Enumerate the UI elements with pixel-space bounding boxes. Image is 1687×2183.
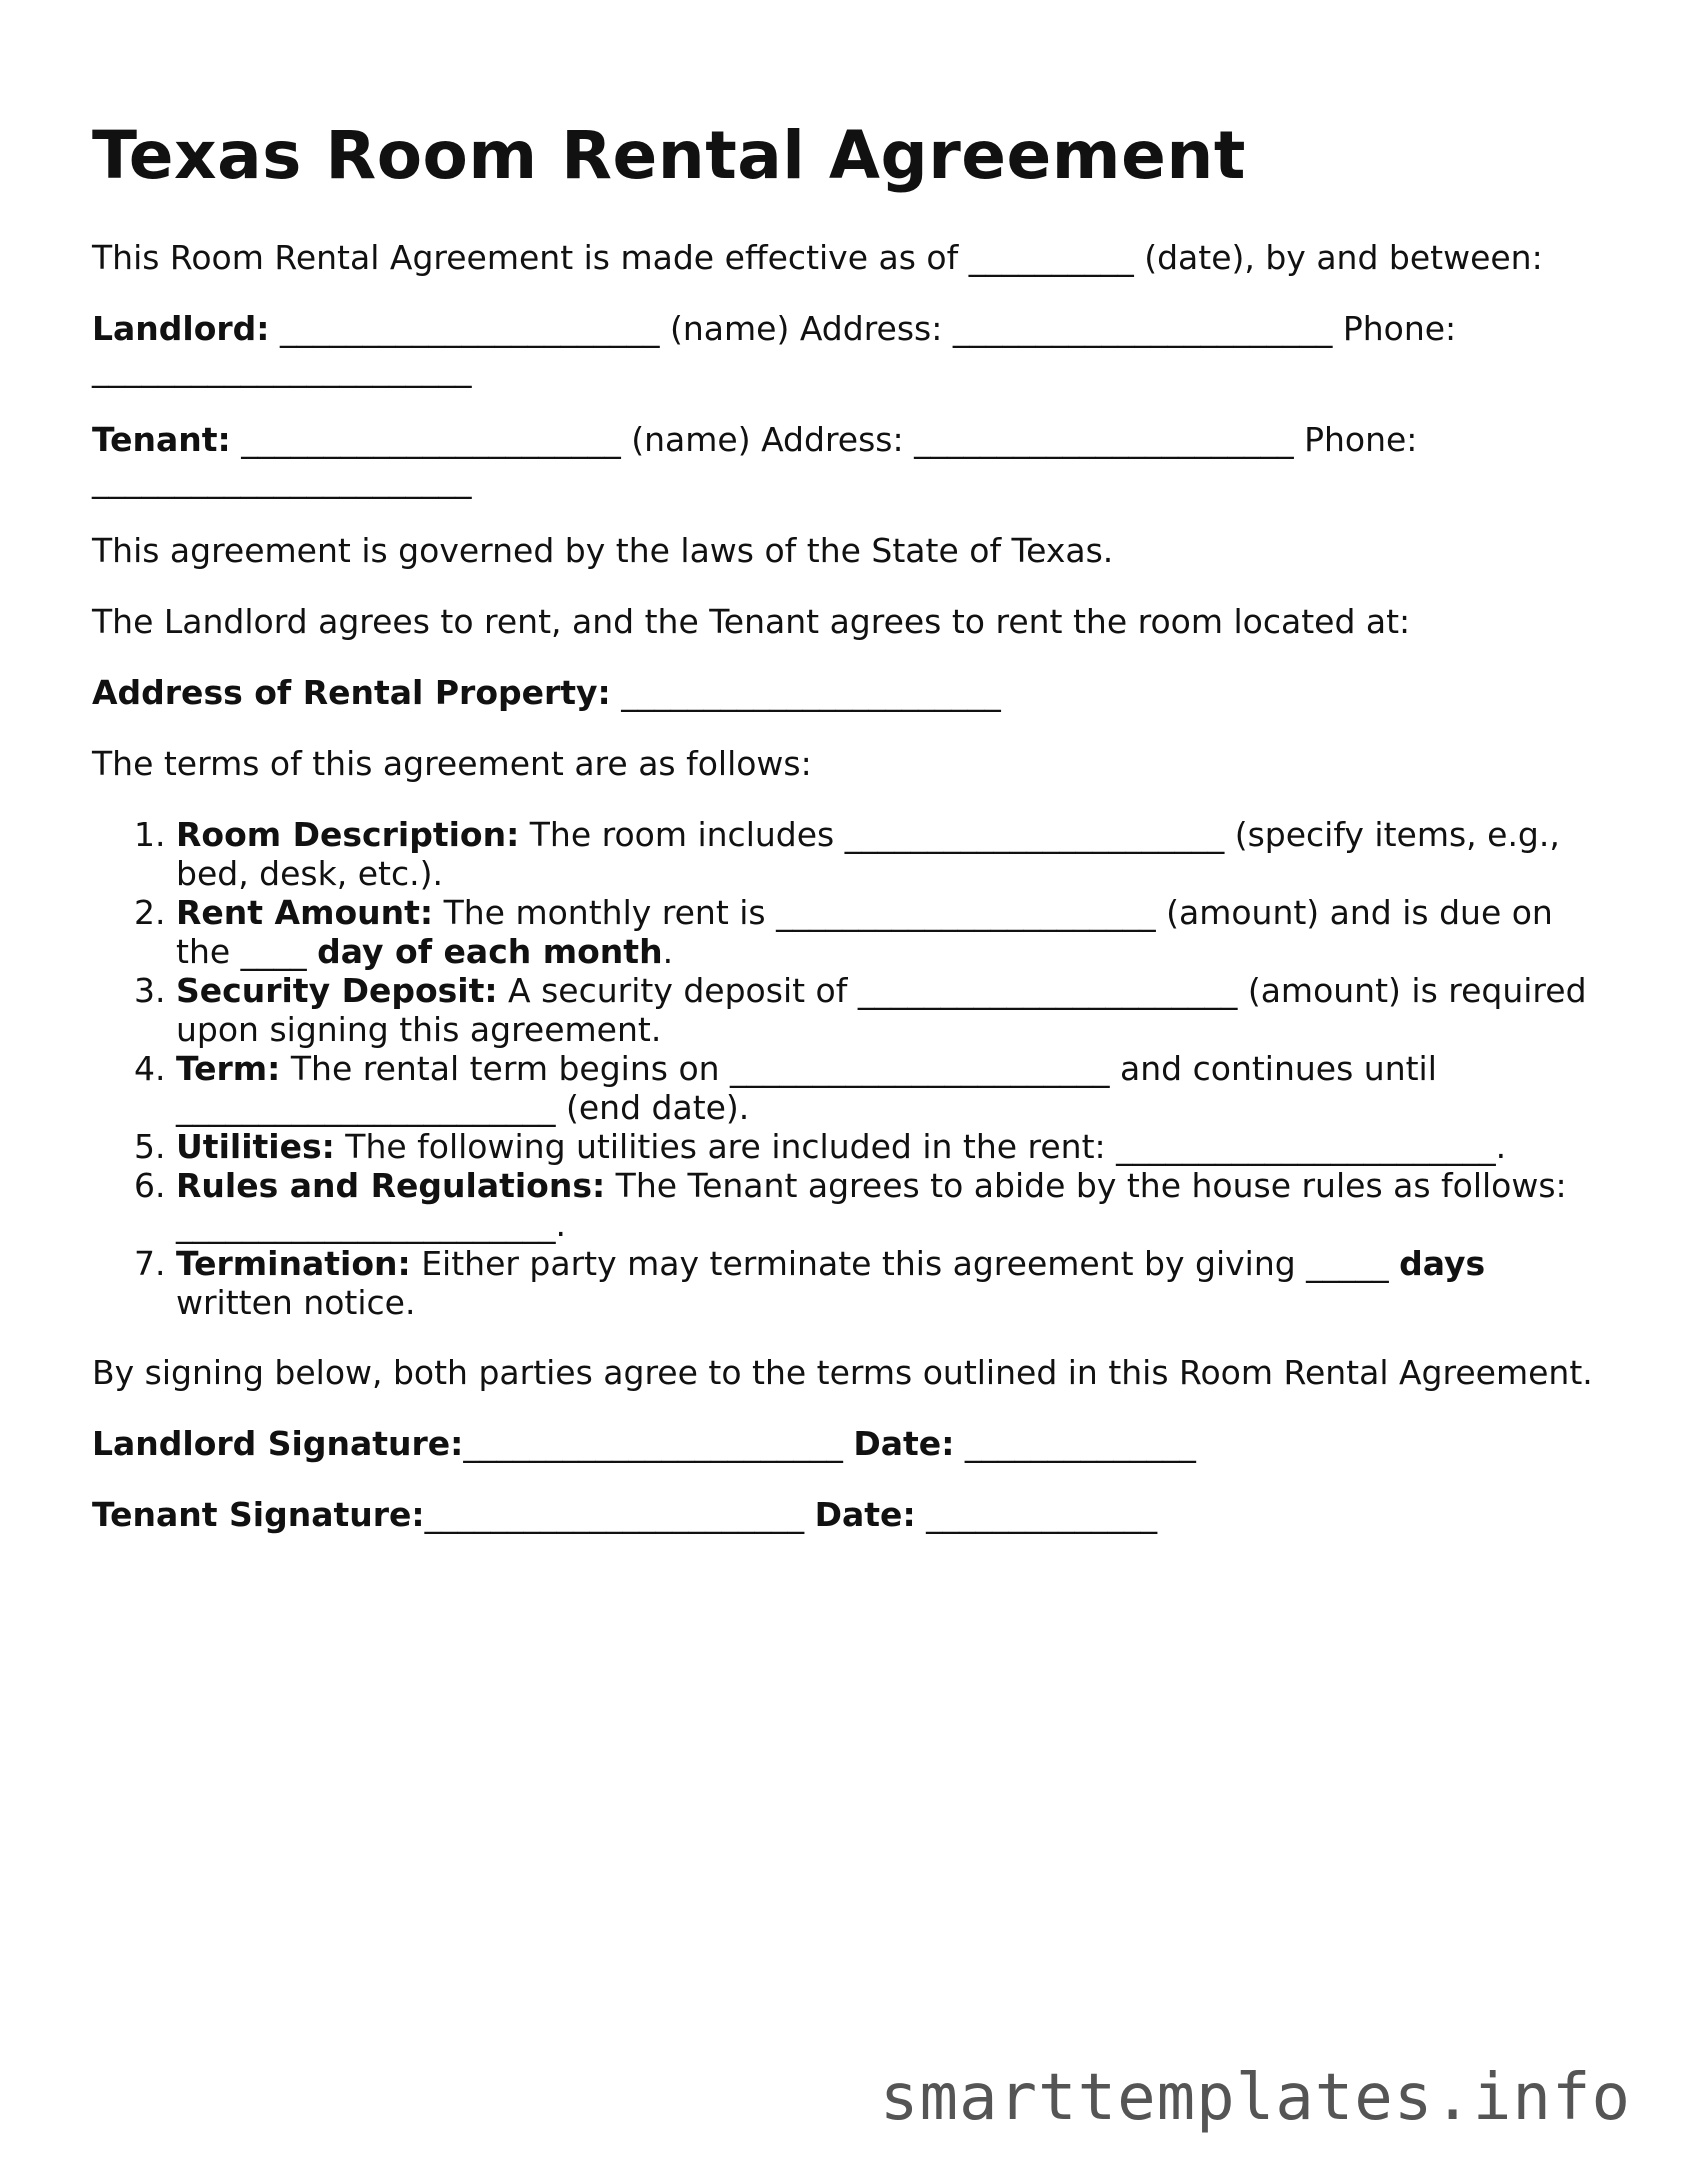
tenant-phone-blank: _______________________ (92, 459, 472, 499)
governing-law: This agreement is governed by the laws of the State of Texas. (92, 530, 1114, 570)
document-page (92, 118, 1612, 1566)
landlord-date-blank: ______________ (964, 1423, 1196, 1463)
deposit-blank: _______________________ (857, 970, 1238, 1010)
landlord-signature-label: Landlord Signature: (92, 1423, 464, 1463)
landlord-phone-blank: _______________________ (92, 348, 472, 388)
terms-list (92, 815, 1612, 1322)
landlord-name-blank: _______________________ (280, 308, 660, 348)
termination-days-bold: days (1399, 1243, 1486, 1283)
tenant-name-text: (name) Address: (620, 419, 915, 459)
rules-blank: _______________________ (176, 1204, 556, 1244)
tenant-signature-label: Tenant Signature: (92, 1494, 425, 1534)
tenant-info (92, 420, 1612, 500)
closing-statement: By signing below, both parties agree to the terms outlined in this Room Rental Agreement. (92, 1352, 1593, 1392)
tenant-name-blank: _______________________ (241, 419, 621, 459)
term-text: The rental term begins on (280, 1048, 731, 1088)
term-text-end: (end date). (555, 1087, 750, 1127)
rules-text: The Tenant agrees to abide by the house rules as follows: (605, 1165, 1567, 1205)
rent-label: Rent Amount: (176, 892, 434, 932)
rent-blank: _______________________ (776, 892, 1156, 932)
rent-day-blank: ____ (240, 931, 307, 971)
rent-statement: The Landlord agrees to rent, and the Tenant agrees to rent the room located at: (92, 601, 1411, 641)
room-text: The room includes (519, 814, 845, 854)
landlord-label: Landlord: (92, 308, 270, 348)
landlord-info (92, 309, 1612, 389)
utilities-label: Utilities: (176, 1126, 335, 1166)
tenant-date-label: Date: (814, 1494, 916, 1534)
property-address (92, 673, 1612, 713)
utilities-text-end: . (1495, 1126, 1507, 1166)
terms-intro: The terms of this agreement are as follows: (92, 743, 812, 783)
property-label: Address of Rental Property: (92, 672, 611, 712)
document-title: Texas Room Rental Agreement (92, 117, 1246, 194)
intro-text: This Room Rental Agreement is made effective as of (92, 237, 969, 277)
effective-date-blank: __________ (968, 237, 1134, 277)
deposit-text: A security deposit of (497, 970, 858, 1010)
term-text-mid: and continues until (1109, 1048, 1437, 1088)
termination-text: Either party may terminate this agreement by giving (410, 1243, 1307, 1283)
term-label: Term: (176, 1048, 281, 1088)
intro-paragraph (92, 238, 1612, 278)
term-start-blank: _______________________ (730, 1048, 1110, 1088)
tenant-phone-text: Phone: (1293, 419, 1418, 459)
tenant-label: Tenant: (92, 419, 231, 459)
term-rent-amount (176, 893, 1612, 971)
landlord-address-blank: _______________________ (952, 308, 1333, 348)
utilities-text: The following utilities are included in the rent: (334, 1126, 1117, 1166)
term-rental-term (176, 1049, 1612, 1127)
term-rules (176, 1166, 1612, 1244)
tenant-date-blank: ______________ (926, 1494, 1158, 1534)
rent-day-bold: day of each month (317, 931, 663, 971)
deposit-text-end: (amount) is required upon signing this agreement. (176, 970, 1587, 1049)
utilities-blank: _______________________ (1116, 1126, 1496, 1166)
term-room-description (176, 815, 1612, 893)
landlord-date-label: Date: (853, 1423, 955, 1463)
property-blank: _______________________ (621, 672, 1001, 712)
termination-blank: _____ (1306, 1243, 1389, 1283)
landlord-signature-line (92, 1424, 1612, 1464)
term-utilities (176, 1127, 1612, 1166)
tenant-address-blank: _______________________ (914, 419, 1294, 459)
landlord-name-text: (name) Address: (659, 308, 953, 348)
room-label: Room Description: (176, 814, 520, 854)
rent-text: The monthly rent is (433, 892, 777, 932)
tenant-signature-blank: _______________________ (424, 1494, 805, 1534)
term-termination (176, 1244, 1612, 1322)
landlord-signature-blank: _______________________ (463, 1423, 843, 1463)
intro-text-end: (date), by and between: (1133, 237, 1543, 277)
term-end-blank: _______________________ (176, 1087, 556, 1127)
term-security-deposit (176, 971, 1612, 1049)
termination-label: Termination: (176, 1243, 411, 1283)
deposit-label: Security Deposit: (176, 970, 498, 1010)
rules-label: Rules and Regulations: (176, 1165, 606, 1205)
landlord-phone-text: Phone: (1332, 308, 1457, 348)
tenant-signature-line (92, 1495, 1612, 1535)
watermark: smarttemplates.info (879, 2061, 1631, 2135)
rent-text-end: . (662, 931, 674, 971)
termination-text-end: written notice. (176, 1282, 416, 1322)
room-text-end: (specify items, e.g., bed, desk, etc.). (176, 814, 1560, 893)
rent-text-mid: (amount) and is due on the (176, 892, 1553, 971)
room-blank: _______________________ (844, 814, 1225, 854)
rules-text-end: . (555, 1204, 566, 1244)
